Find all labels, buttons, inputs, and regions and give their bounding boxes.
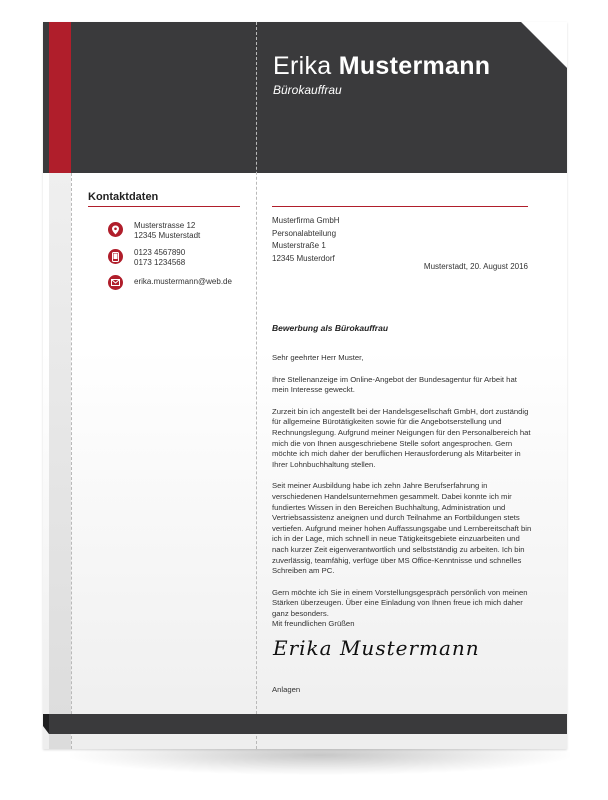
address-city: 12345 Musterstadt <box>134 231 201 240</box>
contact-address <box>134 221 200 241</box>
letter-date: Musterstadt, 20. August 2016 <box>423 262 528 271</box>
first-name: Erika <box>273 52 332 80</box>
letter-body <box>272 353 534 630</box>
footer-ribbon-fold <box>43 714 49 734</box>
applicant-name <box>273 52 490 81</box>
paragraph: Seit meiner Ausbildung habe ich zehn Jahre Berufserfahrung in verschiedenen Handelsunternehmen gesammelt. Dabei konnte ich mir fundiertes Wissen in den Bereichen Buchhaltung, Administration und Vertriebsassistenz aneignen und durch Teilnahme an Fortbildungen stets vertiefen. Aufgrund meiner hohen Auffassungsgabe und Lernbereitschaft bin ich in der Lage, mich schnell in neue Tätigkeitsgebiete einzuarbeiten und nach kurzer Zeit eigenverantwortlich und selbstständig zu arbeiten. Ich bin zuverlässig, teamfähig, verfüge über MS Office-Kenntnisse und schnelles Schreiben am PC. <box>272 481 532 576</box>
phone-number: 0123 4567890 <box>134 248 186 257</box>
recipient-street: Musterstraße 1 <box>272 241 326 250</box>
last-name: Mustermann <box>338 52 491 80</box>
closing-phrase: Mit freundlichen Grüßen <box>272 619 355 628</box>
recipient-divider <box>272 206 528 207</box>
location-icon <box>108 222 123 237</box>
mobile-number: 0173 1234568 <box>134 258 186 267</box>
contact-phones <box>134 248 185 268</box>
recipient-department: Personalabteilung <box>272 228 337 238</box>
cover-letter-page <box>43 22 567 749</box>
left-margin-column <box>49 173 71 749</box>
header-band <box>43 22 567 173</box>
recipient-company: Musterfirma GmbH <box>272 216 340 225</box>
contact-heading: Kontaktdaten <box>88 191 159 203</box>
center-dashed-rule <box>256 22 257 749</box>
paragraph: Ihre Stellenanzeige im Online-Angebot der Bundesagentur für Arbeit hat mein Interesse geweckt. <box>272 374 517 395</box>
accent-stripe <box>49 22 71 173</box>
attachments-label: Anlagen <box>272 685 301 694</box>
address-street: Musterstrasse 12 <box>134 221 196 230</box>
letter-subject: Bewerbung als Bürokauffrau <box>272 323 389 333</box>
email-address[interactable]: erika.mustermann@web.de <box>134 277 232 286</box>
paragraph: Zurzeit bin ich angestellt bei der Handelsgesellschaft GmbH, dort zuständig für allgemeine Bürotätigkeiten sowie für die Angebotserstellung und Rechnungslegung. Aufgrund meiner Neigungen für den Personalbereich hat mich die von Ihnen ausgeschriebene Stelle sofort angesprochen. Gern möchte ich mich daher der beruflichen Herausforderung als Mitarbeiter in Ihrer Lohnbuchhaltung stellen. <box>272 406 531 469</box>
job-title: Bürokauffrau <box>273 83 342 97</box>
recipient-address <box>272 215 340 265</box>
mail-icon <box>108 275 123 290</box>
recipient-city: 12345 Musterdorf <box>272 253 335 263</box>
left-dashed-rule <box>71 173 72 749</box>
salutation: Sehr geehrter Herr Muster, <box>272 353 364 362</box>
phone-icon <box>108 249 123 264</box>
contact-divider <box>88 206 240 207</box>
signature: Erika Mustermann <box>273 636 480 660</box>
paragraph: Gern möchte ich Sie in einem Vorstellungsgespräch persönlich von meinen Stärken überzeugen. Über eine Einladung von Ihnen freue ich mich daher ganz besonders. <box>272 587 528 618</box>
footer-band <box>49 714 567 734</box>
